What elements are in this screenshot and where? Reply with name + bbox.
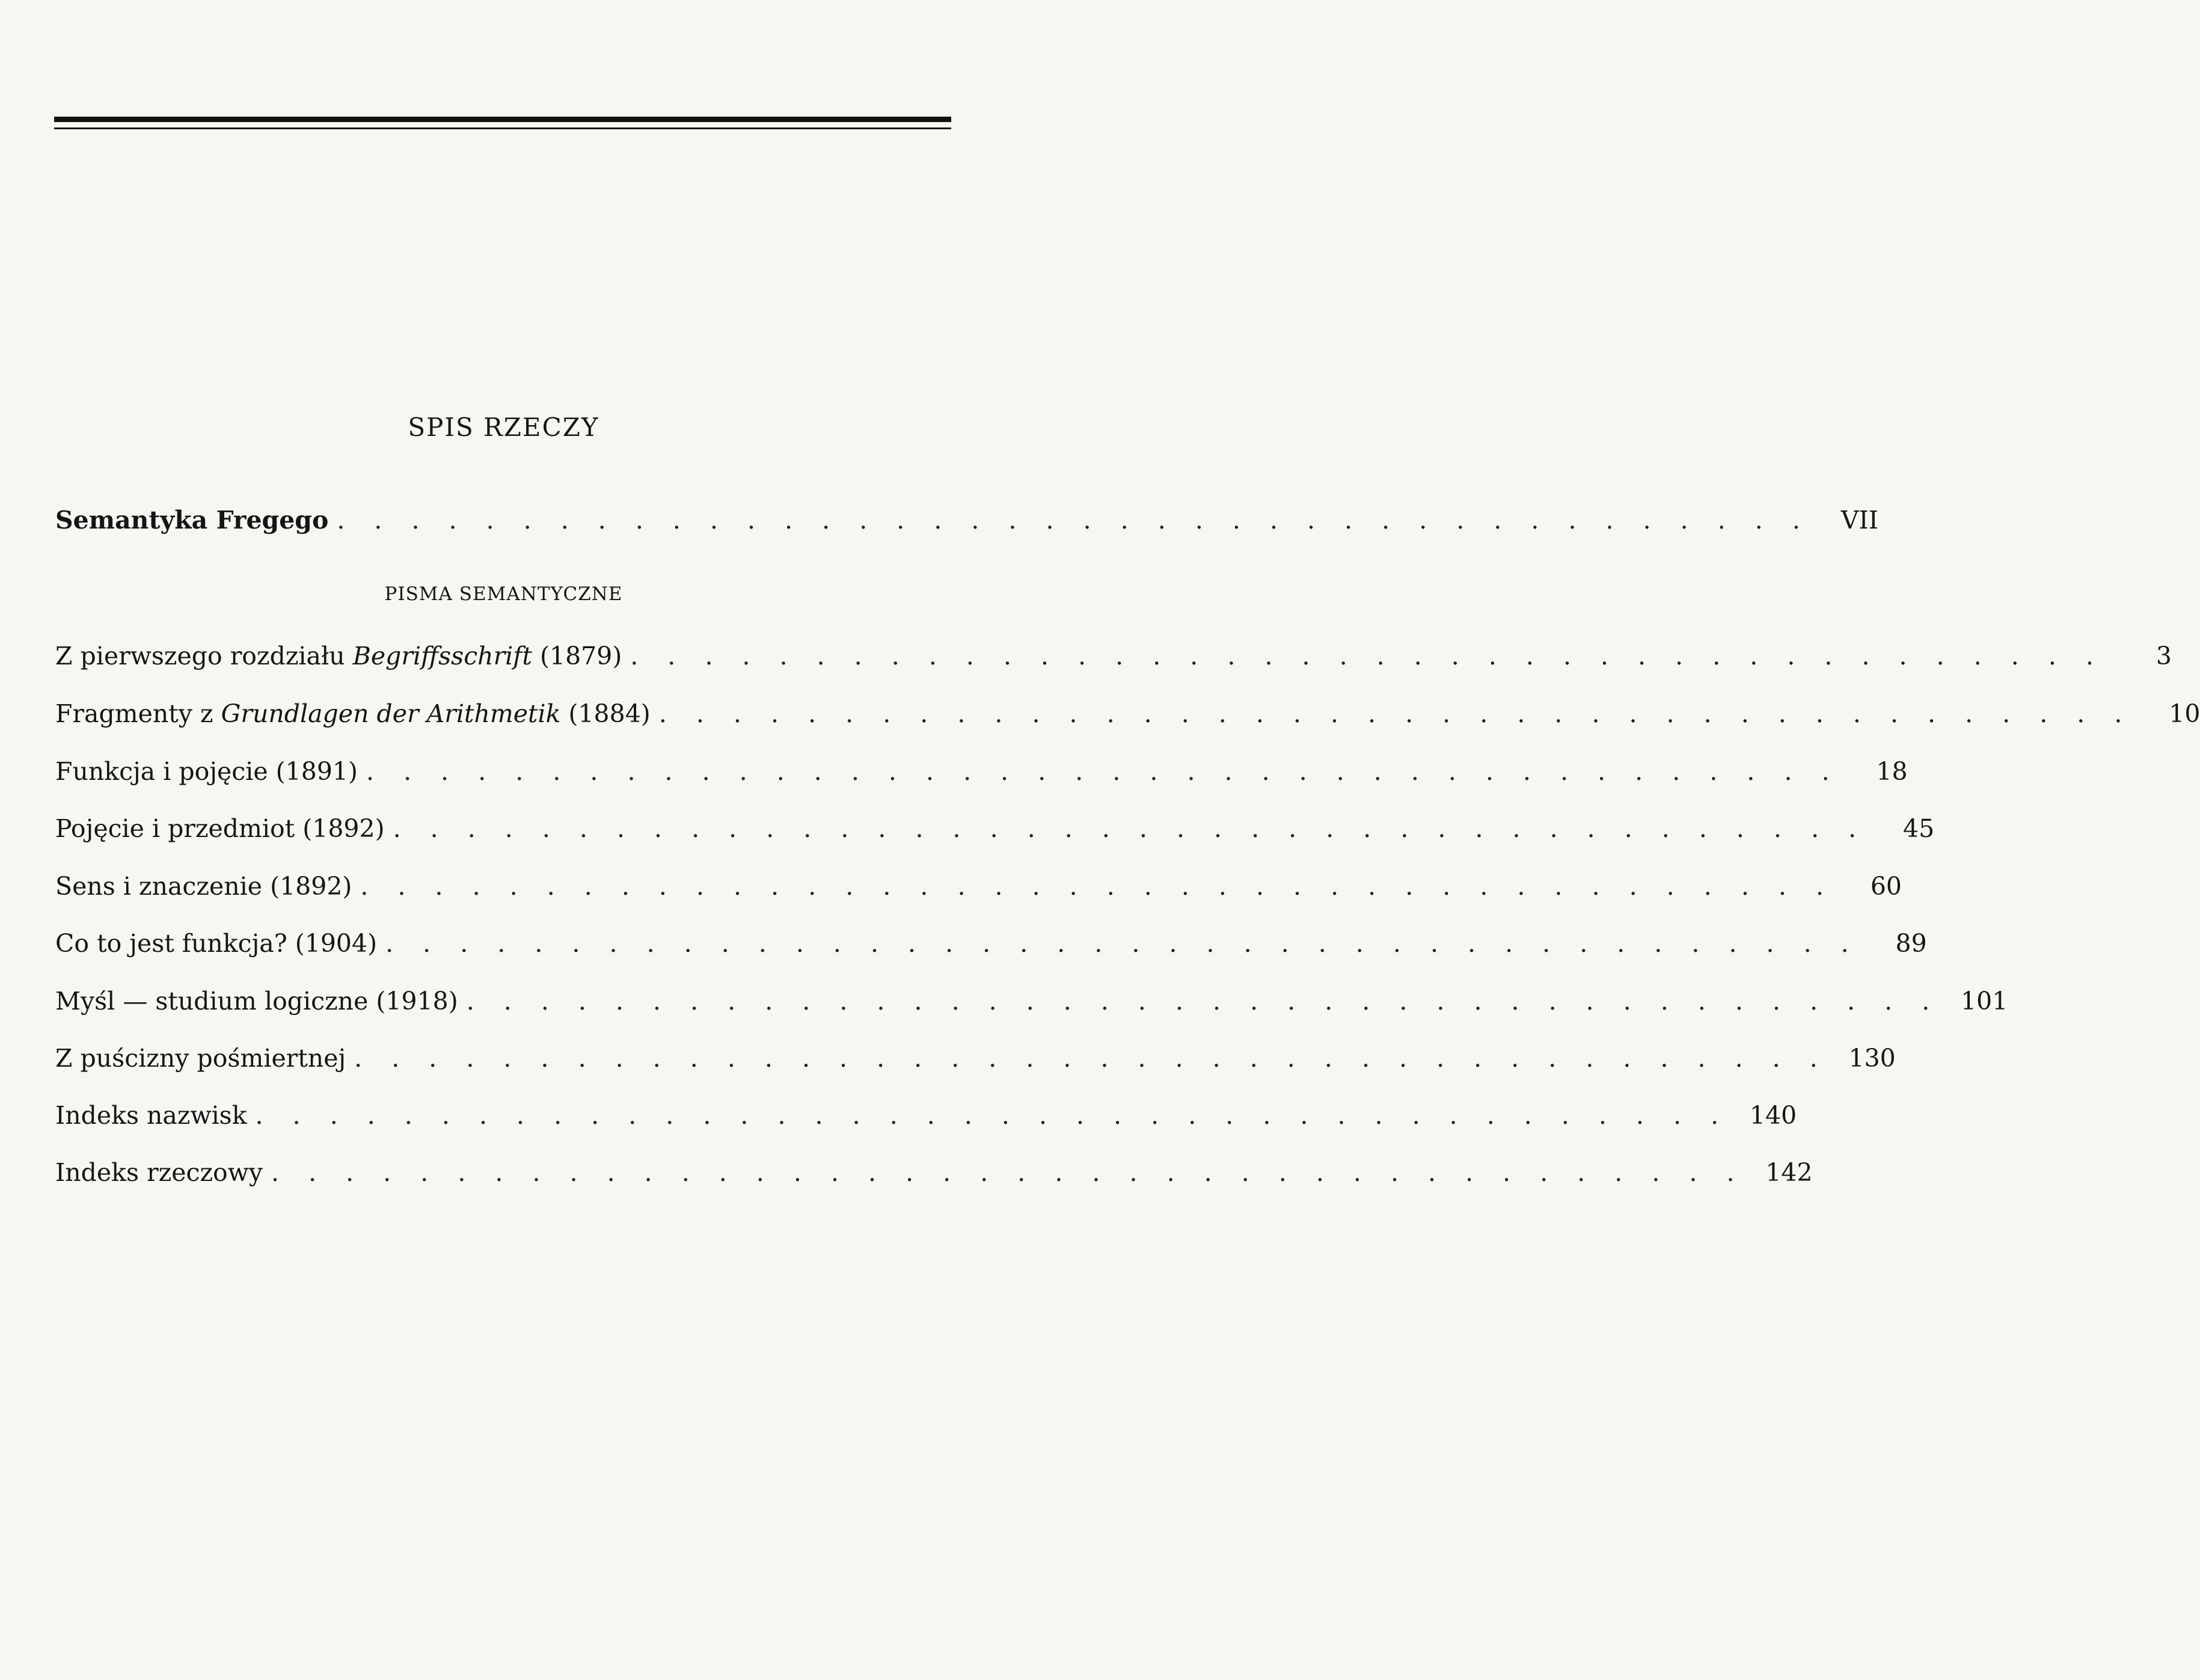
- toc-leader-dots: . . . . . . . . . . . . . . . . . . . . . . . . . . . . . . . . . . . . . . . .: [466, 987, 1941, 1016]
- toc-entry-page: 45: [1903, 814, 1935, 843]
- toc-entry-page: 60: [1870, 872, 1902, 901]
- toc-entry-co-to-jest-funkcja: [55, 927, 1927, 960]
- toc-entry-label: Z puścizny pośmiertnej: [55, 1044, 346, 1073]
- toc-entry-label-text: Fragmenty z: [55, 699, 221, 728]
- toc-entry-page: 3: [2156, 642, 2172, 670]
- toc-entry-label-italic: Grundlagen der Arithmetik: [221, 699, 561, 728]
- toc-entry-page: 18: [1876, 757, 1908, 786]
- toc-entry-page: 10: [2169, 699, 2200, 728]
- toc-entry-begriffsschrift: [55, 639, 2172, 673]
- header-rule-thin: [54, 127, 951, 129]
- toc-leader-dots: . . . . . . . . . . . . . . . . . . . . . . . . . . . . . . . . . . . . . . . .: [360, 872, 1834, 901]
- toc-entry-page: 140: [1749, 1101, 1797, 1130]
- toc-entry-indeks-rzeczowy: [55, 1156, 1813, 1189]
- toc-leader-dots: . . . . . . . . . . . . . . . . . . . . . . . . . . . . . . . . . . . . . . . .: [337, 506, 1811, 535]
- toc-entry-label: [55, 697, 651, 731]
- page-title: SPIS RZECZY: [408, 412, 599, 442]
- toc-entry-label: Indeks rzeczowy: [55, 1158, 263, 1187]
- toc-entry-funkcja-i-pojecie: [55, 755, 1908, 788]
- toc-leader-dots: . . . . . . . . . . . . . . . . . . . . . . . . . . . . . . . . . . . . . . . .: [385, 929, 1860, 958]
- toc-entry-page: 89: [1895, 929, 1927, 958]
- toc-entry-label: Pojęcie i przedmiot (1892): [55, 814, 385, 843]
- toc-leader-dots: . . . . . . . . . . . . . . . . . . . . . . . . . . . . . . . . . . . . . . . .: [658, 699, 2133, 728]
- toc-entry-indeks-nazwisk: [55, 1099, 1797, 1132]
- toc-entry-sens-i-znaczenie: [55, 869, 1902, 903]
- toc-entry-z-puscizny: [55, 1041, 1896, 1075]
- toc-entry-label: Co to jest funkcja? (1904): [55, 929, 378, 958]
- toc-entry-page: 142: [1765, 1158, 1813, 1187]
- toc-leader-dots: . . . . . . . . . . . . . . . . . . . . . . . . . . . . . . . . . . . . . . . .: [366, 757, 1840, 786]
- toc-leader-dots: . . . . . . . . . . . . . . . . . . . . . . . . . . . . . . . . . . . . . . . .: [255, 1101, 1730, 1130]
- toc-entry-label: Sens i znaczenie (1892): [55, 872, 352, 901]
- toc-entry-label-text: (1879): [532, 642, 622, 670]
- section-heading: PISMA SEMANTYCZNE: [384, 583, 623, 605]
- toc-entry-label: Semantyka Fregego: [55, 506, 329, 535]
- toc-leader-dots: . . . . . . . . . . . . . . . . . . . . . . . . . . . . . . . . . . . . . . . .: [630, 642, 2104, 670]
- toc-entry-label-text: Z pierwszego rozdziału: [55, 642, 353, 670]
- toc-entry-pojecie-i-przedmiot: [55, 812, 1935, 845]
- toc-entry-page: 130: [1848, 1044, 1896, 1073]
- toc-entry-semantyka-fregego: [55, 503, 1878, 537]
- toc-entry-mysl: [55, 984, 2008, 1018]
- header-rule-thick: [54, 117, 951, 122]
- toc-leader-dots: . . . . . . . . . . . . . . . . . . . . . . . . . . . . . . . . . . . . . . . .: [271, 1158, 1745, 1187]
- toc-entry-label: Myśl — studium logiczne (1918): [55, 987, 458, 1016]
- toc-entry-grundlagen: [55, 697, 2200, 731]
- toc-entry-page: VII: [1840, 506, 1878, 535]
- toc-leader-dots: . . . . . . . . . . . . . . . . . . . . . . . . . . . . . . . . . . . . . . . .: [354, 1044, 1828, 1073]
- toc-entry-label: Funkcja i pojęcie (1891): [55, 757, 358, 786]
- toc-leader-dots: . . . . . . . . . . . . . . . . . . . . . . . . . . . . . . . . . . . . . . . .: [393, 814, 1868, 843]
- toc-entry-label-italic: Begriffsschrift: [352, 642, 532, 670]
- toc-entry-label: Indeks nazwisk: [55, 1101, 247, 1130]
- toc-entry-page: 101: [1961, 987, 2008, 1016]
- toc-entry-label: [55, 639, 622, 673]
- toc-entry-label-text: (1884): [560, 699, 651, 728]
